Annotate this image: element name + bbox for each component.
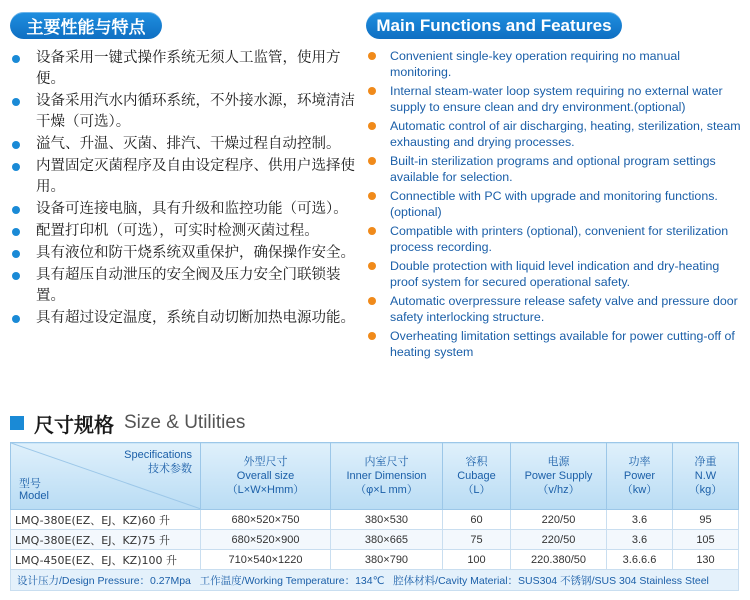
table-cell: 220/50 [511, 510, 607, 530]
table-cell: 3.6 [607, 530, 673, 550]
table-cell: 380×665 [331, 530, 443, 550]
feature-item-cn [8, 156, 358, 198]
feature-text: 设备可连接电脑，具有升级和监控功能（可选）。 [36, 201, 348, 217]
feature-item-en [366, 293, 742, 326]
bullet-icon [368, 332, 376, 340]
table-cell: 130 [673, 550, 739, 570]
table-cell: 60 [443, 510, 511, 530]
table-cell: 680×520×750 [201, 510, 331, 530]
table-cell: 220/50 [511, 530, 607, 550]
table-row [11, 530, 739, 550]
feature-item-en [366, 188, 742, 221]
model-cell: LMQ-450E(EZ、EJ、KZ)100 升 [11, 550, 201, 570]
temperature-label-cn: 工作温度 [199, 574, 242, 587]
features-heading-en: Main Functions and Features [366, 12, 622, 39]
feature-item-cn [8, 199, 358, 220]
feature-text: Connectible with PC with upgrade and monitoring functions.(optional) [390, 189, 718, 220]
feature-text: 配置打印机（可选），可实时检测灭菌过程。 [36, 223, 319, 239]
bullet-icon [12, 163, 20, 171]
material-label-cn: 腔体材料 [393, 574, 436, 587]
table-cell: 220.380/50 [511, 550, 607, 570]
feature-text: 设备采用汽水内循环系统，不外接水源，环境清洁干燥（可选）。 [36, 93, 355, 130]
table-footer-row [11, 570, 739, 591]
bullet-icon [12, 98, 20, 106]
feature-item-en [366, 118, 742, 151]
features-list-cn [8, 48, 358, 330]
features-heading-cn: 主要性能与特点 [10, 12, 162, 39]
feature-item-en [366, 223, 742, 256]
bullet-icon [368, 262, 376, 270]
table-header-row [11, 443, 739, 510]
feature-text: Double protection with liquid level indication and dry-heating proof system for secured operational safety. [390, 259, 720, 290]
feature-text: Internal steam-water loop system requiring no external water supply to ensure clean and dry environment.(optional) [390, 84, 723, 115]
table-cell: 3.6.6.6 [607, 550, 673, 570]
bullet-icon [368, 157, 376, 165]
table-cell: 710×540×1220 [201, 550, 331, 570]
feature-item-en [366, 328, 742, 361]
bullet-icon [12, 141, 20, 149]
size-heading [10, 408, 245, 438]
column-header-net-weight: 净重 N.W （kg） [673, 443, 739, 510]
feature-text: Built-in sterilization programs and optional program settings available for selection. [390, 154, 716, 185]
feature-text: Overheating limitation settings available for power cutting-off of heating system [390, 329, 735, 360]
pressure-value: /Design Pressure：0.27Mpa [59, 574, 191, 587]
feature-item-cn [8, 243, 358, 264]
table-cell: 680×520×900 [201, 530, 331, 550]
feature-item-cn [8, 221, 358, 242]
bullet-icon [12, 206, 20, 214]
size-heading-cn: 尺寸规格 [34, 412, 114, 437]
table-cell: 75 [443, 530, 511, 550]
feature-text: 设备采用一键式操作系统无须人工监管，使用方便。 [36, 50, 341, 87]
column-header-overall-size: 外型尺寸 Overall size （L×W×Hmm） [201, 443, 331, 510]
table-row [11, 550, 739, 570]
spec-table [10, 442, 739, 591]
feature-item-cn [8, 134, 358, 155]
bullet-icon [12, 228, 20, 236]
bullet-icon [368, 297, 376, 305]
size-heading-en: Size & Utilities [124, 412, 246, 433]
bullet-icon [12, 55, 20, 63]
feature-item-cn [8, 308, 358, 329]
feature-text: Automatic overpressure release safety valve and pressure door safety interlocking structure. [390, 294, 738, 325]
footer-notes [11, 570, 739, 591]
pressure-label-cn: 设计压力 [17, 574, 59, 587]
feature-text: 具有液位和防干烧系统双重保护，确保操作安全。 [36, 245, 355, 261]
bullet-icon [368, 52, 376, 60]
table-cell: 105 [673, 530, 739, 550]
bullet-icon [368, 192, 376, 200]
feature-item-en [366, 153, 742, 186]
feature-text: 具有超过设定温度，系统自动切断加热电源功能。 [36, 310, 355, 326]
feature-text: Compatible with printers (optional), convenient for sterilization process recording. [390, 224, 729, 255]
feature-text: Automatic control of air discharging, heating, sterilization, steam exhausting and drying processes. [390, 119, 741, 150]
feature-item-en [366, 83, 742, 116]
model-cell: LMQ-380E(EZ、EJ、KZ)75 升 [11, 530, 201, 550]
table-cell: 100 [443, 550, 511, 570]
feature-text: Convenient single-key operation requiring no manual monitoring. [390, 49, 680, 80]
column-header-power: 功率 Power （kw） [607, 443, 673, 510]
corner-top-label: Specifications 技术参数 [124, 449, 192, 475]
corner-bottom-label: 型号 Model [19, 477, 49, 502]
bullet-icon [12, 272, 20, 280]
feature-item-en [366, 48, 742, 81]
column-header-power-supply: 电源 Power Supply （v/hz） [511, 443, 607, 510]
bullet-icon [368, 122, 376, 130]
temperature-value: /Working Temperature：134℃ [241, 574, 385, 587]
bullet-icon [368, 87, 376, 95]
feature-text: 内置固定灭菌程序及自由设定程序、供用户选择使用。 [36, 158, 355, 195]
table-cell: 95 [673, 510, 739, 530]
bullet-icon [12, 250, 20, 258]
table-cell: 380×530 [331, 510, 443, 530]
table-cell: 3.6 [607, 510, 673, 530]
bullet-icon [12, 315, 20, 323]
steel-label-en: /SUS 304 Stainless Steel [591, 574, 709, 587]
feature-item-cn [8, 48, 358, 90]
feature-item-cn [8, 91, 358, 133]
bullet-icon [368, 227, 376, 235]
steel-label-cn: 不锈钢 [560, 574, 592, 587]
table-row [11, 510, 739, 530]
feature-text: 溢气、升温、灭菌、排汽、干燥过程自动控制。 [36, 136, 341, 152]
column-header-inner-dimension: 内室尺寸 Inner Dimension （φ×L mm） [331, 443, 443, 510]
header-corner-cell [11, 443, 201, 510]
feature-text: 具有超压自动泄压的安全阀及压力安全门联锁装置。 [36, 267, 341, 304]
square-bullet-icon [10, 416, 24, 430]
material-value: /Cavity Material：SUS304 [435, 574, 561, 587]
table-cell: 380×790 [331, 550, 443, 570]
feature-item-cn [8, 265, 358, 307]
features-list-en [366, 48, 742, 363]
column-header-cubage: 容积 Cubage （L） [443, 443, 511, 510]
model-cell: LMQ-380E(EZ、EJ、KZ)60 升 [11, 510, 201, 530]
feature-item-en [366, 258, 742, 291]
